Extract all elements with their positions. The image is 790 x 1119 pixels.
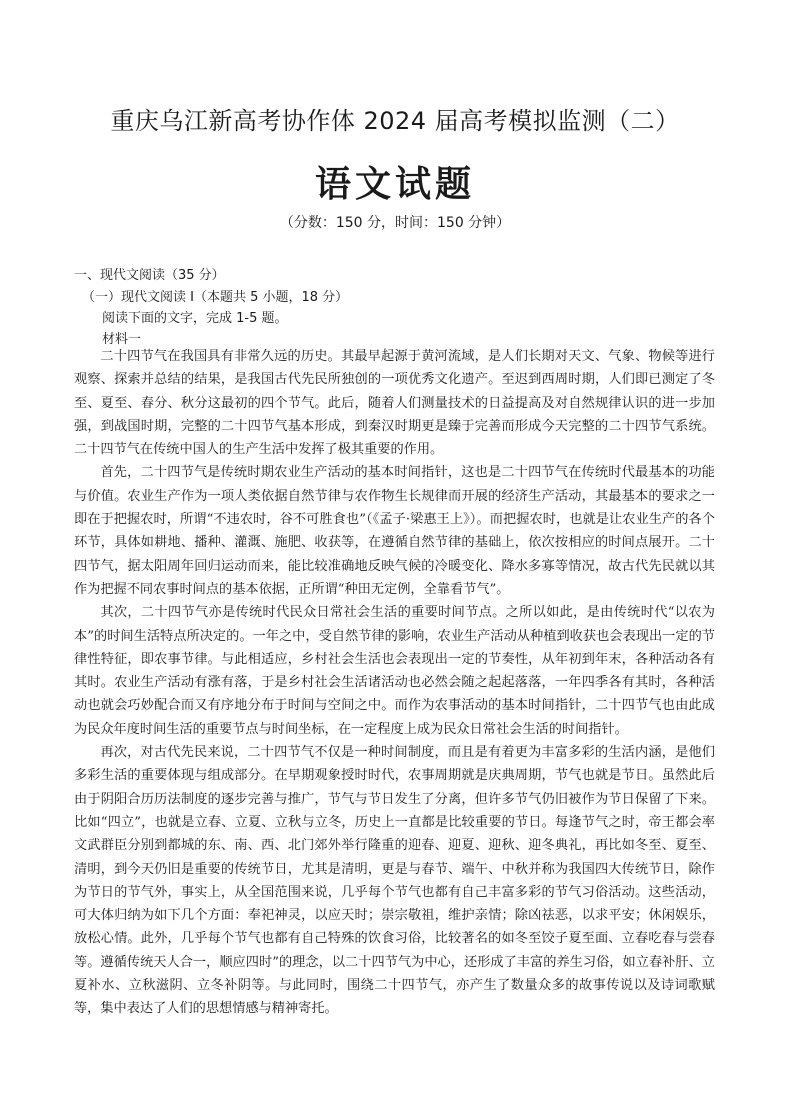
paragraph: 二十四节气在我国具有非常久远的历史。其最早起源于黄河流域，是人们长期对天文、气象、物候等进行观察、探索并总结的结果，是我国古代先民所独创的一项优秀文化遗产。至迟到西周时期，人们即已测定了冬至、夏至、春分、秋分这最初的四个节气。此后，随着人们测量技术的日益提高及对自然规律认识的进一步加强，到战国时期，完整的二十四节气基本形成，到秦汉时期更是臻于完善而形成今天完整的二十四节气系统。二十四节气在传统中国人的生产生活中发挥了极其重要的作用。 xyxy=(74,349,715,458)
instruction-text: 阅读下面的文字，完成 1-5 题。 xyxy=(102,311,288,326)
exam-title: 重庆乌江新高考协作体 2024 届高考模拟监测（二） xyxy=(110,107,680,135)
score-time-info: （分数：150 分，时间：150 分钟） xyxy=(279,215,511,231)
paragraph: 其次，二十四节气亦是传统时代民众日常社会生活的重要时间节点。之所以如此，是由传统时代“以农为本”的时间生活特点所决定的。一年之中，受自然节律的影响，农业生产活动从种植到收获也会表现出一定的节律性特征，即农事节律。与此相适应，乡村社会生活也会表现出一定的节奏性，从年初到年末，各种活动各有其时。农业生产活动有涨有落，于是乡村社会生活诸活动也必然会随之起起落落，一年四季各有其时，各种活动也就会巧妙配合而又有序地分布于时间与空间之中。而作为农事活动的基本时间指针，二十四节气也由此成为民众年度时间生活的重要节点与时间坐标，在一定程度上成为民众日常社会生活的时间指针。 xyxy=(74,605,715,737)
paragraph: 首先，二十四节气是传统时期农业生产活动的基本时间指针，这也是二十四节气在传统时代最基本的功能与价值。农业生产作为一项人类依据自然节律与农作物生长规律而开展的经济生产活动，其最基本的要求之一即在于把握农时，所谓“不违农时，谷不可胜食也”（《孟子·梁惠王上》）。而把握农时，也就是让农业生产的各个环节，具体如耕地、播种、灌溉、施肥、收获等，在遵循自然节律的基础上，依次按相应的时间点展开。二十四节气，据太阳周年回归运动而来，能比较准确地反映气候的冷暖变化、降水多寡等情况，故古代先民就以其作为把握不同农事时间点的基本依据，正所谓“种田无定例，全靠看节气”。 xyxy=(74,465,715,597)
reading-passage xyxy=(74,345,715,1021)
subject-title: 语文试题 xyxy=(314,164,475,205)
subsection-heading: （一）现代文阅读 I（本题共 5 小题，18 分） xyxy=(82,290,349,305)
paragraph: 再次，对古代先民来说，二十四节气不仅是一种时间制度，而且是有着更为丰富多彩的生活内涵，是他们多彩生活的重要体现与组成部分。在早期观象授时时代，农事周期就是庆典周期，节气也就是节日。虽然此后由于阴阳合历历法制度的逐步完善与推广，节气与节日发生了分离，但许多节气仍旧被作为节日保留了下来。比如“四立”，也就是立春、立夏、立秋与立冬，历史上一直都是比较重要的节日。每逢节气之时，帝王都会率文武群臣分别到都城的东、南、西、北门郊外举行隆重的迎春、迎夏、迎秋、迎冬典礼，再比如冬至、夏至、清明，到今天仍旧是重要的传统节日，尤其是清明，更是与春节、端午、中秋并称为我国四大传统节日，除作为节日的节气外，事实上，从全国范围来说，几乎每个节气也都有自己丰富多彩的节气习俗活动。这些活动，可大体归纳为如下几个方面：奉祀神灵，以应天时；崇宗敬祖，维护亲情；除凶祛恶，以求平安；休闲娱乐，放松心情。此外，几乎每个节气也都有自己特殊的饮食习俗，比较著名的如冬至饺子夏至面、立春吃春与尝春等。遵循传统天人合一，顺应四时”的理念，以二十四节气为中心，还形成了丰富的养生习俗，如立春补肝、立夏补水、立秋滋阴、立冬补阴等。与此同时，围绕二十四节气，亦产生了数量众多的故事传说以及诗词歌赋等，集中表达了人们的思想情感与精神寄托。 xyxy=(74,745,715,1017)
section-heading: 一、现代文阅读（35 分） xyxy=(74,268,225,283)
material-label: 材料一 xyxy=(102,332,142,347)
